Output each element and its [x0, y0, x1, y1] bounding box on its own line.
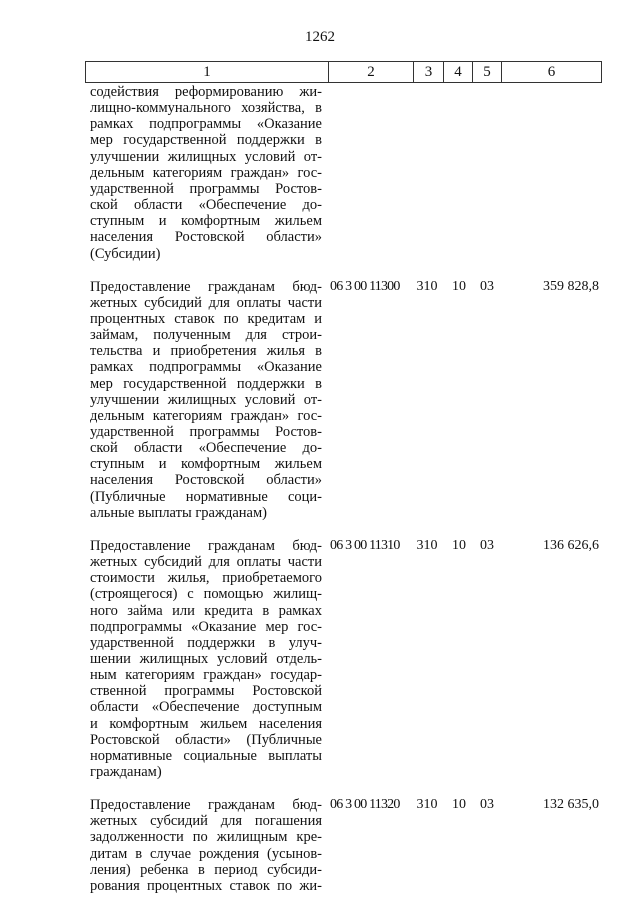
- code-cell: 06 3 00 11310: [330, 537, 400, 553]
- description-line: Ростовской области» (Публичные: [90, 731, 322, 748]
- description-line: гражданам): [90, 764, 162, 780]
- column-4-cell: 10: [452, 797, 466, 813]
- description-line: населения Ростовской области»: [90, 229, 322, 246]
- description-line: мер государственной поддержки в: [90, 132, 322, 149]
- page-number: 1262: [305, 29, 335, 45]
- column-5-cell: 03: [480, 797, 494, 813]
- description-line: тельства и приобретения жилья в: [90, 343, 322, 360]
- description-line: (Публичные нормативные соци-: [90, 488, 322, 505]
- description-line: дельным категориям граждан» гос-: [90, 164, 322, 181]
- description-line: шении жилищных условий отдель-: [90, 650, 322, 667]
- column-3-cell: 310: [416, 797, 438, 813]
- column-5-cell: 03: [480, 537, 494, 553]
- description-line: населения Ростовской области»: [90, 472, 322, 489]
- description-line: Предоставление гражданам бюд-: [90, 278, 322, 295]
- column-header-3: 3: [414, 62, 444, 83]
- description-line: альные выплаты гражданам): [90, 504, 267, 521]
- description-line: жетных субсидий для оплаты части: [90, 554, 322, 570]
- description-line: Предоставление гражданам бюд-: [90, 797, 322, 814]
- column-header-4: 4: [444, 62, 473, 83]
- description-line: рования процентных ставок по жи-: [90, 877, 322, 894]
- description-line: ступным и комфортным жильем: [90, 456, 322, 473]
- description-line: процентных ставок по кредитам и: [90, 310, 322, 327]
- column-header-6: 6: [502, 62, 602, 83]
- amount-cell: 359 828,8: [543, 278, 599, 294]
- description-line: жетных субсидий для оплаты части: [90, 294, 322, 311]
- description-line: дитам в случае рождения (усынов-: [90, 845, 322, 862]
- description-line: лищно-коммунального хозяйства, в: [90, 100, 322, 117]
- description-line: ударственной поддержки в улуч-: [90, 634, 322, 651]
- description-line: дельным категориям граждан» гос-: [90, 407, 322, 424]
- column-3-cell: 310: [416, 278, 438, 294]
- description-line: ударственной программы Ростов-: [90, 180, 322, 197]
- description-line: нормативные социальные выплаты: [90, 747, 322, 764]
- description-line: стоимости жилья, приобретаемого: [90, 570, 322, 587]
- description-line: и комфортным жильем населения: [90, 715, 322, 732]
- description-line: ступным и комфортным жильем: [90, 213, 322, 230]
- column-3-cell: 310: [416, 537, 438, 553]
- description-line: улучшении жилищных условий от-: [90, 148, 322, 165]
- amount-cell: 136 626,6: [543, 537, 599, 553]
- column-header-1: 1: [86, 62, 329, 83]
- description-line: ской области «Обеспечение до-: [90, 440, 322, 457]
- amount-cell: 132 635,0: [543, 797, 599, 813]
- description-line: задолженности по жилищным кре-: [90, 829, 322, 846]
- description-line: подпрограммы «Оказание мер гос-: [90, 618, 322, 635]
- column-header-2: 2: [329, 62, 414, 83]
- description-line: улучшении жилищных условий от-: [90, 391, 322, 408]
- description-line: области «Обеспечение доступным: [90, 699, 322, 716]
- description-line: ударственной программы Ростов-: [90, 424, 322, 440]
- description-line: рамках подпрограммы «Оказание: [90, 116, 322, 133]
- description-line: мер государственной поддержки в: [90, 375, 322, 392]
- code-cell: 06 3 00 11300: [330, 278, 400, 294]
- description-line: ственной программы Ростовской: [90, 683, 322, 700]
- description-line: содействия реформированию жи-: [90, 84, 322, 100]
- description-line: (строящегося) с помощью жилищ-: [90, 586, 322, 603]
- code-cell: 06 3 00 11320: [330, 797, 400, 813]
- description-line: жетных субсидий для погашения: [90, 813, 322, 830]
- description-line: рамках подпрограммы «Оказание: [90, 359, 322, 376]
- description-line: займам, полученным для строи-: [90, 327, 322, 344]
- description-line: ным категориям граждан» государ-: [90, 667, 322, 684]
- column-4-cell: 10: [452, 278, 466, 294]
- description-line: Предоставление гражданам бюд-: [90, 537, 322, 554]
- column-4-cell: 10: [452, 537, 466, 553]
- column-5-cell: 03: [480, 278, 494, 294]
- description-line: (Субсидии): [90, 245, 161, 262]
- column-header-5: 5: [473, 62, 502, 83]
- description-line: ления) ребенка в период субсиди-: [90, 861, 322, 878]
- description-line: ской области «Обеспечение до-: [90, 197, 322, 213]
- description-line: ного займа или кредита в рамках: [90, 602, 322, 619]
